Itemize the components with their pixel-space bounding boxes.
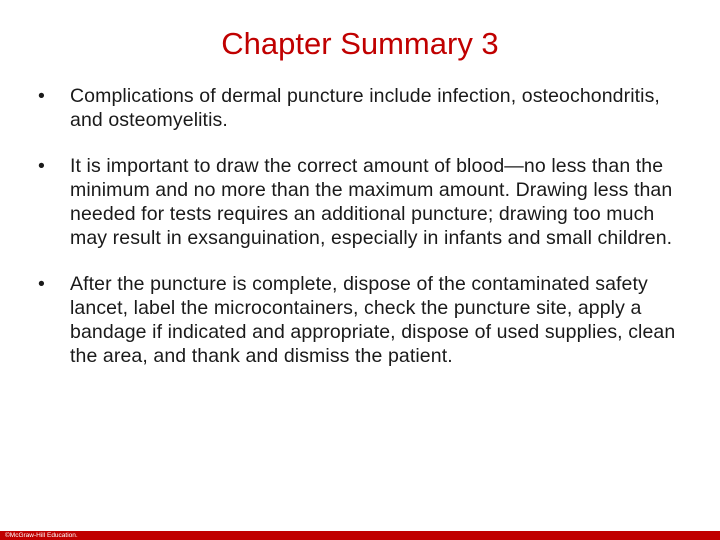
bullet-marker: • bbox=[38, 85, 45, 107]
copyright-text: ©McGraw-Hill Education. bbox=[5, 532, 78, 539]
bullet-text: It is important to draw the correct amount of blood—no less than the minimum and no more than the maximum amount. Drawing less than needed for tests requires an additional puncture; drawing too much may result in exsanguination, especially in infants and small children. bbox=[70, 155, 673, 249]
bullet-marker: • bbox=[38, 273, 45, 295]
bullet-marker: • bbox=[38, 155, 45, 177]
bullet-text: Complications of dermal puncture include infection, osteochondritis, and osteomyelitis. bbox=[70, 85, 660, 131]
bullet-text: After the puncture is complete, dispose of the contaminated safety lancet, label the microcontainers, check the puncture site, apply a bandage if indicated and appropriate, dispose of used supplies, clean the area, and thank and dismiss the patient. bbox=[70, 273, 676, 367]
bullet-list bbox=[38, 84, 678, 390]
bullet-item bbox=[38, 154, 678, 250]
footer-bar bbox=[0, 531, 720, 540]
bullet-item bbox=[38, 84, 678, 132]
bullet-item bbox=[38, 272, 678, 368]
slide-title: Chapter Summary 3 bbox=[221, 26, 499, 61]
